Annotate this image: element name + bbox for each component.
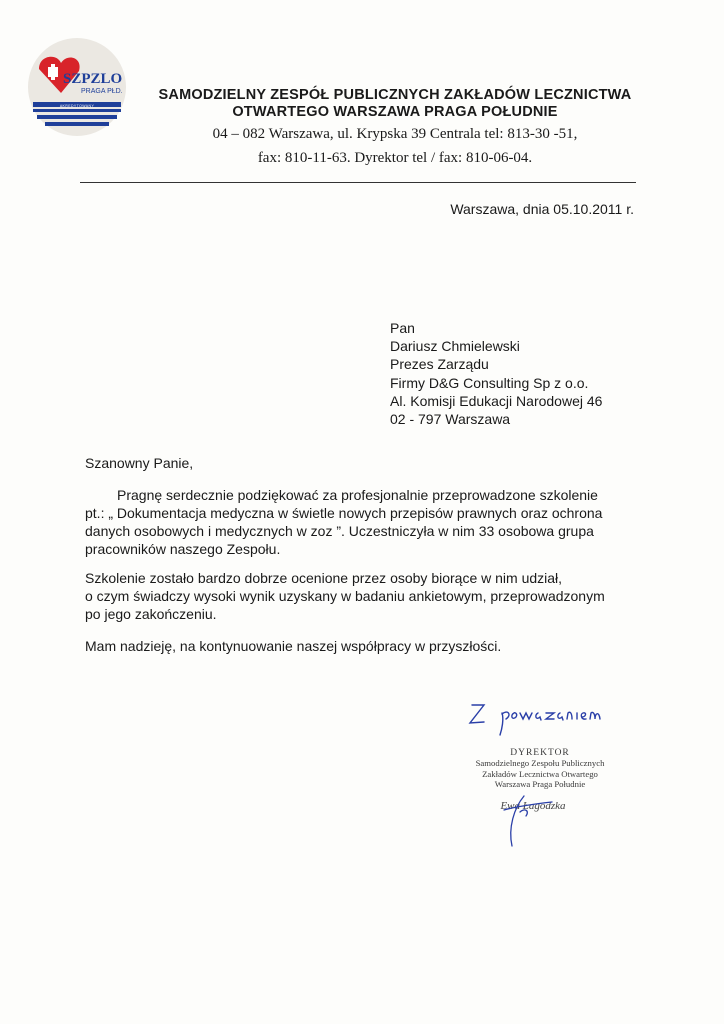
handwritten-closing: [462, 697, 612, 737]
signature-title: DYREKTOR: [510, 748, 570, 758]
handwritten-signature: [490, 788, 560, 850]
paragraph-3: [85, 637, 645, 655]
greeting: Szanowny Panie,: [85, 455, 194, 471]
paragraph-line: po jego zakończeniu.: [85, 606, 217, 622]
svg-text:AKREDYTOWANY: AKREDYTOWANY: [59, 104, 95, 108]
address-line2: fax: 810-11-63. Dyrektor tel / fax: 810-06-04.: [257, 150, 533, 166]
recipient-line: Al. Komisji Edukacji Narodowej 46: [390, 392, 603, 409]
signatory-name: Ewa Łagodzka: [500, 800, 566, 812]
address-line1: 04 – 082 Warszawa, ul. Krypska 39 Centrala tel: 813-30 -51,: [212, 126, 578, 142]
paragraph-line: o czym świadczy wysoki wynik uzyskany w badaniu ankietowym, przeprowadzonym: [85, 588, 605, 604]
paragraph-line: Szkolenie zostało bardzo dobrze ocenione przez osoby biorące w nim udział,: [85, 570, 563, 586]
header-divider: [80, 182, 636, 183]
szpzlo-logo: [27, 37, 127, 137]
recipient-line: Prezes Zarządu: [390, 356, 489, 373]
recipient-line: Pan: [390, 320, 415, 336]
organization-name-line2: OTWARTEGO WARSZAWA PRAGA POŁUDNIE: [232, 104, 558, 120]
stamp-line: Zakładów Lecznictwa Otwartego: [482, 768, 598, 779]
paragraph-line: Pragnę serdecznie podziękować za profesjonalnie przeprowadzone szkolenie: [117, 487, 598, 503]
svg-text:PRAGA PŁD.: PRAGA PŁD.: [81, 88, 123, 95]
signature-stamp: [430, 748, 650, 790]
recipient-block: [390, 319, 602, 428]
svg-text:SZPZLO: SZPZLO: [63, 71, 123, 87]
paragraph-2: [85, 569, 645, 623]
paragraph-line: pracowników naszego Zespołu.: [85, 541, 281, 557]
stamp-line: Warszawa Praga Południe: [494, 779, 586, 789]
paragraph-1: [85, 486, 645, 558]
letter-date: Warszawa, dnia 05.10.2011 r.: [450, 201, 634, 217]
stamp-line: Samodzielnego Zespołu Publicznych: [475, 758, 605, 768]
organization-name-line1: SAMODZIELNY ZESPÓŁ PUBLICZNYCH ZAKŁADÓW LECZNICTWA: [158, 87, 632, 103]
recipient-line: 02 - 797 Warszawa: [390, 411, 511, 428]
paragraph-line: pt.: „ Dokumentacja medyczna w świetle nowych przepisów prawnych oraz ochrona: [85, 505, 603, 521]
recipient-line: Firmy D&G Consulting Sp z o.o.: [390, 374, 589, 391]
recipient-line: Dariusz Chmielewski: [390, 338, 520, 355]
paragraph-line: danych osobowych i medycznych w zoz ”. Uczestniczyła w nim 33 osobowa grupa: [85, 523, 594, 539]
paragraph-line: Mam nadzieję, na kontynuowanie naszej współpracy w przyszłości.: [85, 638, 502, 654]
